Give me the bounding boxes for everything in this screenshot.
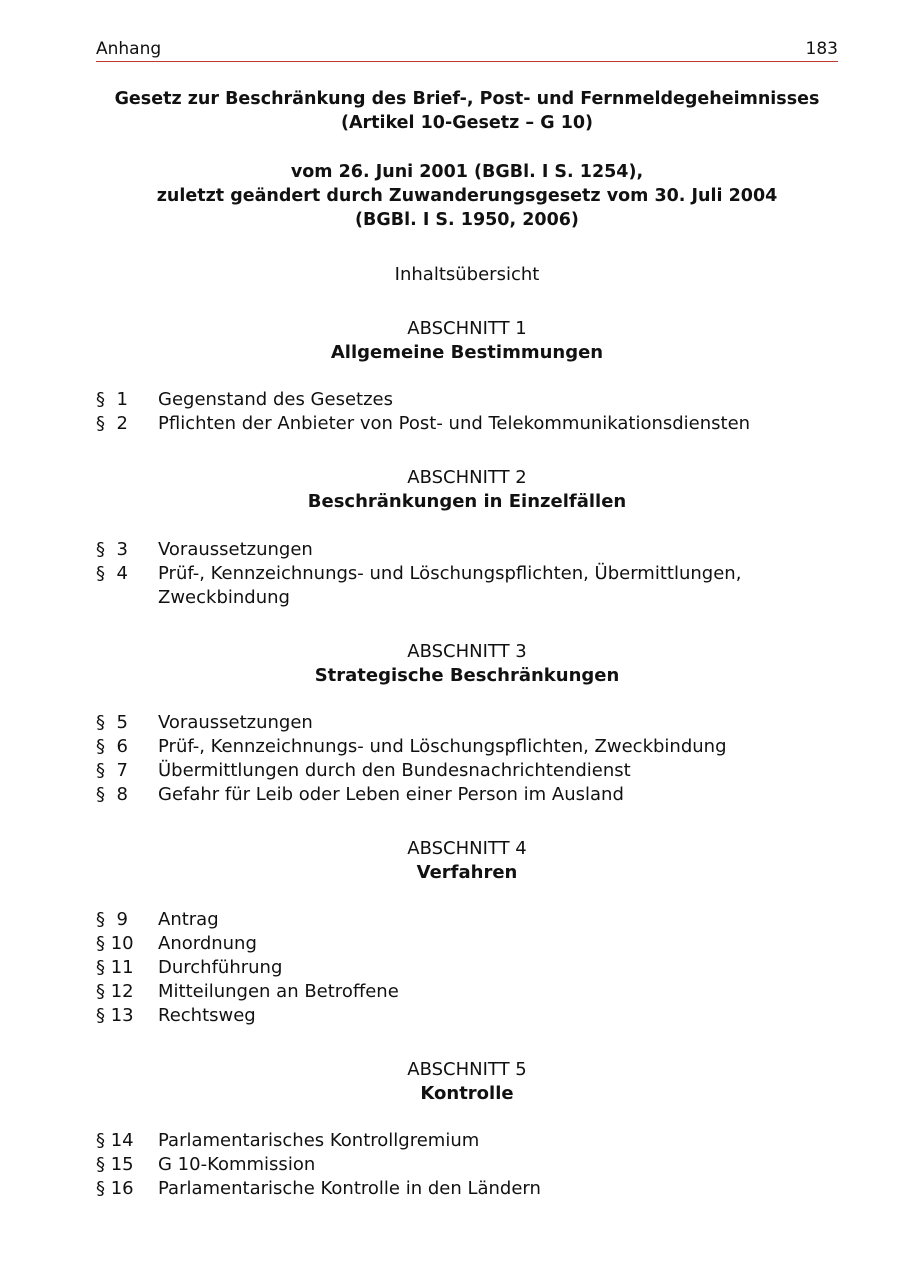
paragraph-number: § 6 bbox=[96, 736, 128, 757]
paragraph-number: § 12 bbox=[96, 981, 134, 1002]
paragraph-number: § 15 bbox=[96, 1154, 134, 1175]
section-label: ABSCHNITT 3 bbox=[407, 641, 527, 662]
paragraph-number: § 7 bbox=[96, 760, 128, 781]
page-number: 183 bbox=[805, 39, 838, 59]
paragraph-title: Gefahr für Leib oder Leben einer Person im Ausland bbox=[158, 784, 624, 805]
paragraph-number: § 14 bbox=[96, 1130, 134, 1151]
law-title: Gesetz zur Beschränkung des Brief-, Post- und Fernmeldegeheimnisses bbox=[114, 89, 820, 109]
paragraph-number: § 4 bbox=[96, 563, 128, 584]
paragraph-number: § 10 bbox=[96, 933, 134, 954]
paragraph-number: § 11 bbox=[96, 957, 134, 978]
paragraph-title: Übermittlungen durch den Bundesnachrichtendienst bbox=[158, 760, 631, 781]
section-label: ABSCHNITT 5 bbox=[407, 1059, 527, 1080]
paragraph-title: Rechtsweg bbox=[158, 1005, 256, 1026]
law-citation: (BGBl. I S. 1950, 2006) bbox=[355, 210, 579, 230]
law-short-title: (Artikel 10-Gesetz – G 10) bbox=[340, 113, 594, 133]
section-title: Verfahren bbox=[416, 862, 518, 883]
section-title: Beschränkungen in Einzelfällen bbox=[307, 491, 627, 512]
section-label: ABSCHNITT 4 bbox=[407, 838, 527, 859]
paragraph-title: Gegenstand des Gesetzes bbox=[158, 389, 393, 410]
paragraph-number: § 9 bbox=[96, 909, 128, 930]
paragraph-number: § 1 bbox=[96, 389, 128, 410]
paragraph-title: Voraussetzungen bbox=[158, 539, 313, 560]
section-title: Kontrolle bbox=[420, 1083, 514, 1104]
page-header bbox=[96, 37, 838, 62]
paragraph-number: § 5 bbox=[96, 712, 128, 733]
paragraph-title: G 10-Kommission bbox=[158, 1154, 316, 1175]
paragraph-title: Pflichten der Anbieter von Post- und Telekommunikationsdiensten bbox=[158, 413, 751, 434]
law-date: vom 26. Juni 2001 (BGBl. I S. 1254), bbox=[290, 162, 644, 182]
paragraph-number: § 8 bbox=[96, 784, 128, 805]
paragraph-title: Anordnung bbox=[158, 933, 257, 954]
paragraph-number: § 2 bbox=[96, 413, 128, 434]
header-section: Anhang bbox=[96, 39, 162, 59]
toc-heading: Inhaltsübersicht bbox=[394, 264, 540, 285]
section-title: Allgemeine Bestimmungen bbox=[330, 342, 604, 363]
law-amendment: zuletzt geändert durch Zuwanderungsgesetz vom 30. Juli 2004 bbox=[156, 186, 778, 206]
paragraph-number: § 16 bbox=[96, 1178, 134, 1199]
paragraph-number: § 3 bbox=[96, 539, 128, 560]
section-label: ABSCHNITT 1 bbox=[407, 318, 527, 339]
section-label: ABSCHNITT 2 bbox=[407, 467, 527, 488]
paragraph-title: Prüf-, Kennzeichnungs- und Löschungspflichten, Übermittlungen, bbox=[158, 563, 742, 584]
section-title: Strategische Beschränkungen bbox=[314, 665, 620, 686]
paragraph-title: Mitteilungen an Betroffene bbox=[158, 981, 399, 1002]
paragraph-title: Voraussetzungen bbox=[158, 712, 313, 733]
paragraph-title: Prüf-, Kennzeichnungs- und Löschungspflichten, Zweckbindung bbox=[158, 736, 727, 757]
paragraph-title-continuation: Zweckbindung bbox=[158, 587, 290, 608]
paragraph-title: Parlamentarisches Kontrollgremium bbox=[158, 1130, 480, 1151]
paragraph-number: § 13 bbox=[96, 1005, 134, 1026]
paragraph-title: Durchführung bbox=[158, 957, 283, 978]
paragraph-title: Antrag bbox=[158, 909, 219, 930]
paragraph-title: Parlamentarische Kontrolle in den Ländern bbox=[158, 1178, 541, 1199]
